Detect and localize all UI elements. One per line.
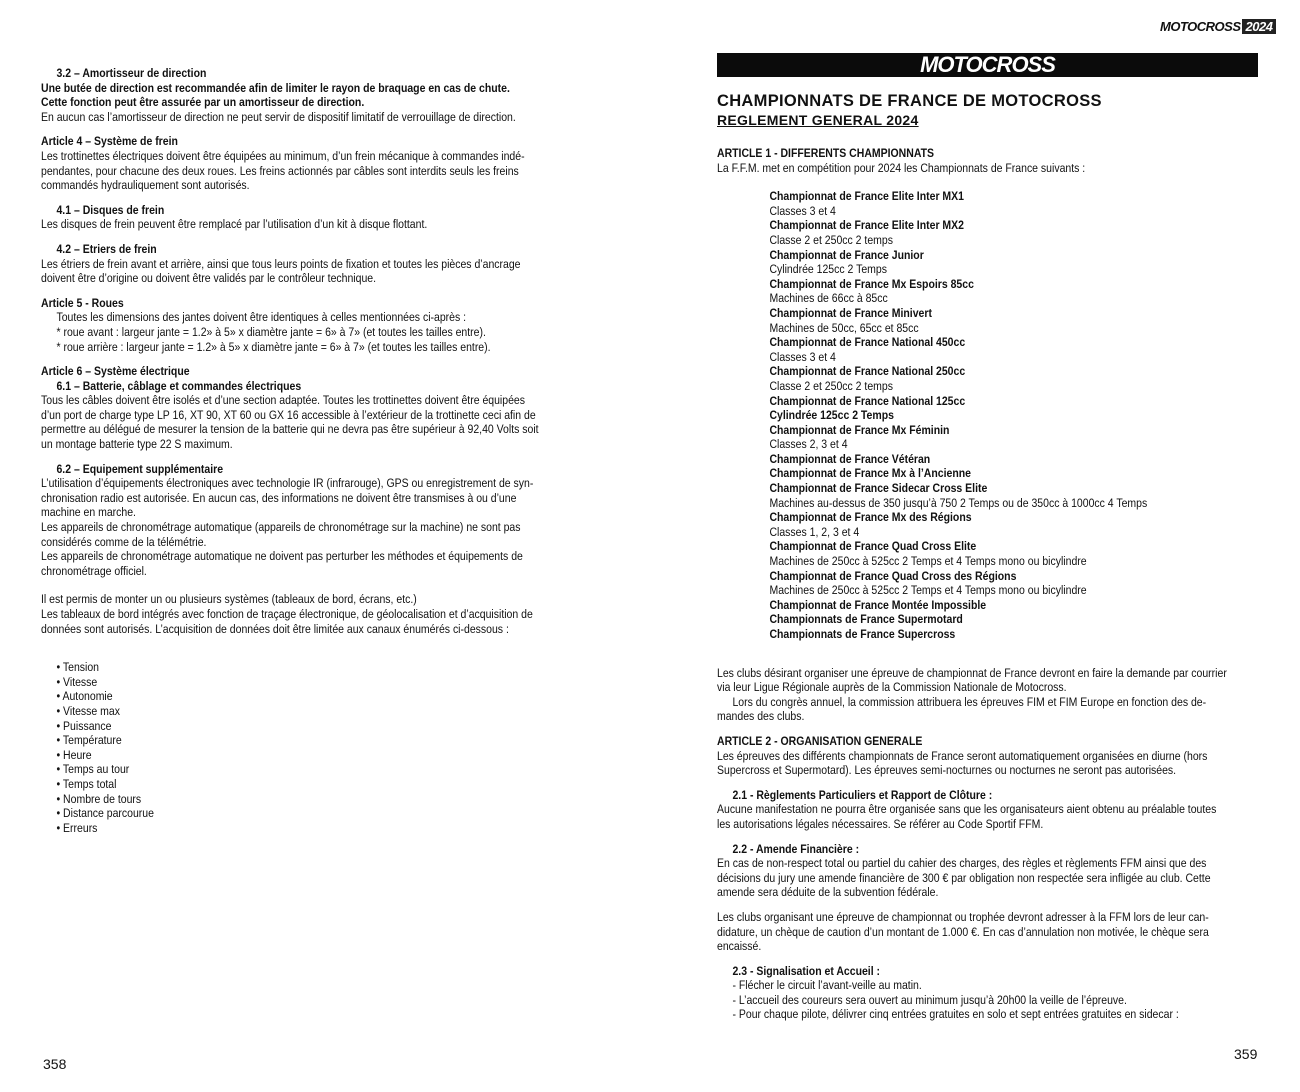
text-line: considérés comme de la télémétrie.: [41, 534, 207, 549]
championship-name: Championnat de France Quad Cross Elite: [769, 539, 977, 554]
text-line: chronométrage officiel.: [41, 563, 147, 578]
text-line: un montage batterie type 22 S maximum.: [41, 437, 233, 452]
article-6-title: Article 6 – Système électrique: [41, 364, 190, 379]
text-line: d’un port de charge type LP 16, XT 90, XT 60 ou GX 16 accessible à l’extérieur de la trottinette ceci afin de: [41, 407, 536, 422]
championship-description: Classes 3 et 4: [769, 203, 836, 218]
article-1-title: ARTICLE 1 - DIFFERENTS CHAMPIONNATS: [717, 146, 935, 160]
text-line: * roue avant : largeur jante = 1.2» à 5» x diamètre jante = 6» à 7» (et toutes les tailles entre).: [56, 324, 486, 339]
section-4-1-title: 4.1 – Disques de frein: [56, 202, 165, 217]
championship-description: Classes 1, 2, 3 et 4: [769, 524, 860, 539]
article-4-title: Article 4 – Système de frein: [41, 134, 178, 149]
text-line: pendantes, pour chacune des deux roues. Les freins actionnés par câbles sont interdits seuls les freins: [41, 163, 519, 178]
text-line: Aucune manifestation ne pourra être organisée sans que les organisateurs aient obtenu au préalable toutes: [717, 802, 1217, 817]
text-line: Les appareils de chronométrage automatique ne doivent pas perturber les méthodes et équipements de: [41, 549, 523, 564]
championship-name: Championnat de France Junior: [769, 247, 924, 262]
championship-description: Classes 3 et 4: [769, 349, 836, 364]
list-item: • Température: [56, 733, 122, 748]
running-header: [1160, 19, 1276, 34]
text-line: En cas de non-respect total ou partiel du cahier des charges, des règles et règlements FFM ainsi que des: [717, 856, 1207, 871]
championship-description: Cylindrée 125cc 2 Temps: [769, 262, 887, 277]
championship-name: Championnat de France National 125cc: [769, 393, 966, 408]
championship-name: Championnat de France Mx des Régions: [769, 510, 972, 525]
text-line: * roue arrière : largeur jante = 1.2» à 5» x diamètre jante = 6» à 7» (et toutes les tailles entre).: [56, 339, 491, 354]
text-line: doivent être d’origine ou doivent être validés par le contrôleur technique.: [41, 271, 377, 286]
championship-description: Machines de 66cc à 85cc: [769, 291, 888, 306]
text-line: L’utilisation d’équipements électroniques avec technologie IR (infrarouge), GPS ou enregistrement de syn-: [41, 476, 534, 491]
championship-name: Championnat de France National 250cc: [769, 364, 966, 379]
championship-description: Classe 2 et 250cc 2 temps: [769, 378, 893, 393]
section-banner: MOTOCROSS: [717, 53, 1258, 77]
text-line: commandés hydrauliquement sont autorisés.: [41, 178, 250, 193]
list-item: • Heure: [56, 747, 92, 762]
championship-name: Championnats de France Supermotard: [769, 612, 963, 627]
championship-name: Championnat de France Elite Inter MX2: [769, 218, 964, 233]
championship-name: Championnat de France Mx à l’Ancienne: [769, 466, 971, 481]
list-item: • Nombre de tours: [56, 791, 142, 806]
championship-name: Championnat de France Mx Espoirs 85cc: [769, 276, 974, 291]
text-line: Les étriers de frein avant et arrière, ainsi que tous leurs points de fixation et toutes les pièces d’ancrage: [41, 256, 521, 271]
list-item: • Tension: [56, 660, 100, 675]
right-page: [717, 146, 1258, 1022]
text-line: Toutes les dimensions des jantes doivent être identiques à celles mentionnées ci-après :: [56, 310, 467, 325]
text-line: Les trottinettes électriques doivent être équipées au minimum, d’un frein mécanique à commandes indé-: [41, 148, 525, 163]
page-title: CHAMPIONNATS DE FRANCE DE MOTOCROSS: [717, 92, 1102, 110]
text-line: permettre au délégué de mesurer la tension de la batterie qui ne devra pas être supérieur à 92,40 Volts soit: [41, 422, 539, 437]
list-item: • Puissance: [56, 718, 112, 733]
text-line: amende sera déduite de la subvention fédérale.: [717, 885, 939, 900]
text-line: Les appareils de chronométrage automatique (appareils de chronométrage sur la machine) ne sont pas: [41, 520, 521, 535]
championship-name: Championnat de France National 450cc: [769, 335, 966, 350]
text-line: Les épreuves des différents championnats de France seront automatiquement organisées en diurne (hors: [717, 748, 1208, 763]
article-5-title: Article 5 - Roues: [41, 295, 124, 310]
championship-name: Championnat de France Sidecar Cross Elite: [769, 481, 988, 496]
page-number-left: 358: [43, 1056, 67, 1072]
text-line: En aucun cas l’amortisseur de direction ne peut servir de dispositif limitatif de verrouillage de direction.: [41, 109, 516, 124]
championship-name: Championnat de France Vétéran: [769, 451, 931, 466]
championship-name: Cylindrée 125cc 2 Temps: [769, 408, 894, 423]
text-line: La F.F.M. met en compétition pour 2024 les Championnats de France suivants :: [717, 160, 1086, 175]
text-line: Supercross et Supermotard). Les épreuves semi-nocturnes ou nocturnes ne seront pas autorisées.: [717, 763, 1177, 778]
text-line: via leur Ligue Régionale auprès de la Commission Nationale de Motocross.: [717, 680, 1067, 695]
running-header-brand: MOTOCROSS: [1160, 19, 1241, 34]
section-3-2-title: 3.2 – Amortisseur de direction: [56, 66, 207, 80]
championship-name: Championnat de France Montée Impossible: [769, 597, 987, 612]
text-line: les autorisations légales nécessaires. Se référer au Code Sportif FFM.: [717, 816, 1044, 831]
text-line: chronisation radio est autorisée. En aucun cas, des informations ne doivent être transmises à ou d’une: [41, 490, 517, 505]
page-number-right: 359: [1234, 1046, 1258, 1062]
text-line: Il est permis de monter un ou plusieurs systèmes (tableaux de bord, écrans, etc.): [41, 592, 417, 607]
text-line: Les clubs désirant organiser une épreuve de championnat de France devront en faire la demande par courrier: [717, 665, 1227, 680]
text-line: encaissé.: [717, 939, 762, 954]
text-line: Lors du congrès annuel, la commission attribuera les épreuves FIM et FIM Europe en fonction des de-: [732, 694, 1207, 709]
text-line: mandes des clubs.: [717, 709, 805, 724]
championship-description: Classe 2 et 250cc 2 temps: [769, 232, 893, 247]
section-2-1-title: 2.1 - Règlements Particuliers et Rapport de Clôture :: [732, 787, 993, 802]
left-page: [41, 66, 587, 835]
championship-description: Machines au-dessus de 350 jusqu’à 750 2 Temps ou de 350cc à 1000cc 4 Temps: [769, 495, 1148, 510]
text-line: Cette fonction peut être assurée par un amortisseur de direction.: [41, 95, 365, 110]
section-2-3-title: 2.3 - Signalisation et Accueil :: [732, 963, 881, 978]
text-line: décisions du jury une amende financière de 300 € par obligation non respectée sera infligée au club. Cette: [717, 870, 1211, 885]
championship-name: Championnat de France Minivert: [769, 305, 932, 320]
championship-description: Classes 2, 3 et 4: [769, 437, 848, 452]
championship-name: Championnat de France Elite Inter MX1: [769, 189, 964, 204]
text-line: Tous les câbles doivent être isolés et d’une section adaptée. Toutes les trottinettes doivent être équipées: [41, 393, 526, 408]
championship-description: Machines de 250cc à 525cc 2 Temps et 4 Temps mono ou bicylindre: [769, 583, 1087, 598]
text-line: - Pour chaque pilote, délivrer cinq entrées gratuites en solo et sept entrées gratuites en sidecar :: [732, 1007, 1179, 1022]
page-subtitle: REGLEMENT GENERAL 2024: [717, 112, 919, 128]
championship-list: [717, 189, 1258, 641]
championship-description: Machines de 250cc à 525cc 2 Temps et 4 Temps mono ou bicylindre: [769, 554, 1087, 569]
list-item: • Temps total: [56, 776, 117, 791]
list-item: • Vitesse max: [56, 703, 120, 718]
list-item: • Erreurs: [56, 820, 98, 835]
text-line: données sont autorisés. L’acquisition de données doit être limitée aux canaux énumérés ci-dessous :: [41, 621, 509, 636]
running-header-year: 2024: [1242, 19, 1277, 34]
list-item: • Autonomie: [56, 689, 113, 704]
championship-name: Championnat de France Quad Cross des Régions: [769, 568, 1017, 583]
section-6-1-title: 6.1 – Batterie, câblage et commandes électriques: [56, 378, 302, 393]
text-line: machine en marche.: [41, 505, 136, 520]
text-line: - L’accueil des coureurs sera ouvert au minimum jusqu’à 20h00 la veille de l’épreuve.: [732, 992, 1127, 1007]
championship-description: Machines de 50cc, 65cc et 85cc: [769, 320, 919, 335]
text-line: didature, un chèque de caution d’un montant de 1.000 €. En cas d’annulation non motivée, le chèque sera: [717, 924, 1209, 939]
article-2-title: ARTICLE 2 - ORGANISATION GENERALE: [717, 733, 923, 748]
championship-name: Championnats de France Supercross: [769, 627, 956, 641]
championship-name: Championnat de France Mx Féminin: [769, 422, 950, 437]
text-line: Une butée de direction est recommandée afin de limiter le rayon de braquage en cas de chute.: [41, 80, 510, 95]
text-line: Les disques de frein peuvent être remplacé par l’utilisation d’un kit à disque flottant.: [41, 217, 428, 232]
list-item: • Temps au tour: [56, 762, 130, 777]
text-line: - Flécher le circuit l’avant-veille au matin.: [732, 978, 922, 993]
text-line: Les tableaux de bord intégrés avec fonction de traçage électronique, de géolocalisation et d’acquisition de: [41, 607, 533, 621]
section-2-2-title: 2.2 - Amende Financière :: [732, 841, 860, 856]
section-6-2-title: 6.2 – Equipement supplémentaire: [56, 461, 224, 476]
list-item: • Vitesse: [56, 674, 98, 689]
list-item: • Distance parcourue: [56, 806, 154, 821]
section-4-2-title: 4.2 – Etriers de frein: [56, 241, 157, 256]
text-line: Les clubs organisant une épreuve de championnat ou trophée devront adresser à la FFM lors de leur can-: [717, 909, 1209, 924]
